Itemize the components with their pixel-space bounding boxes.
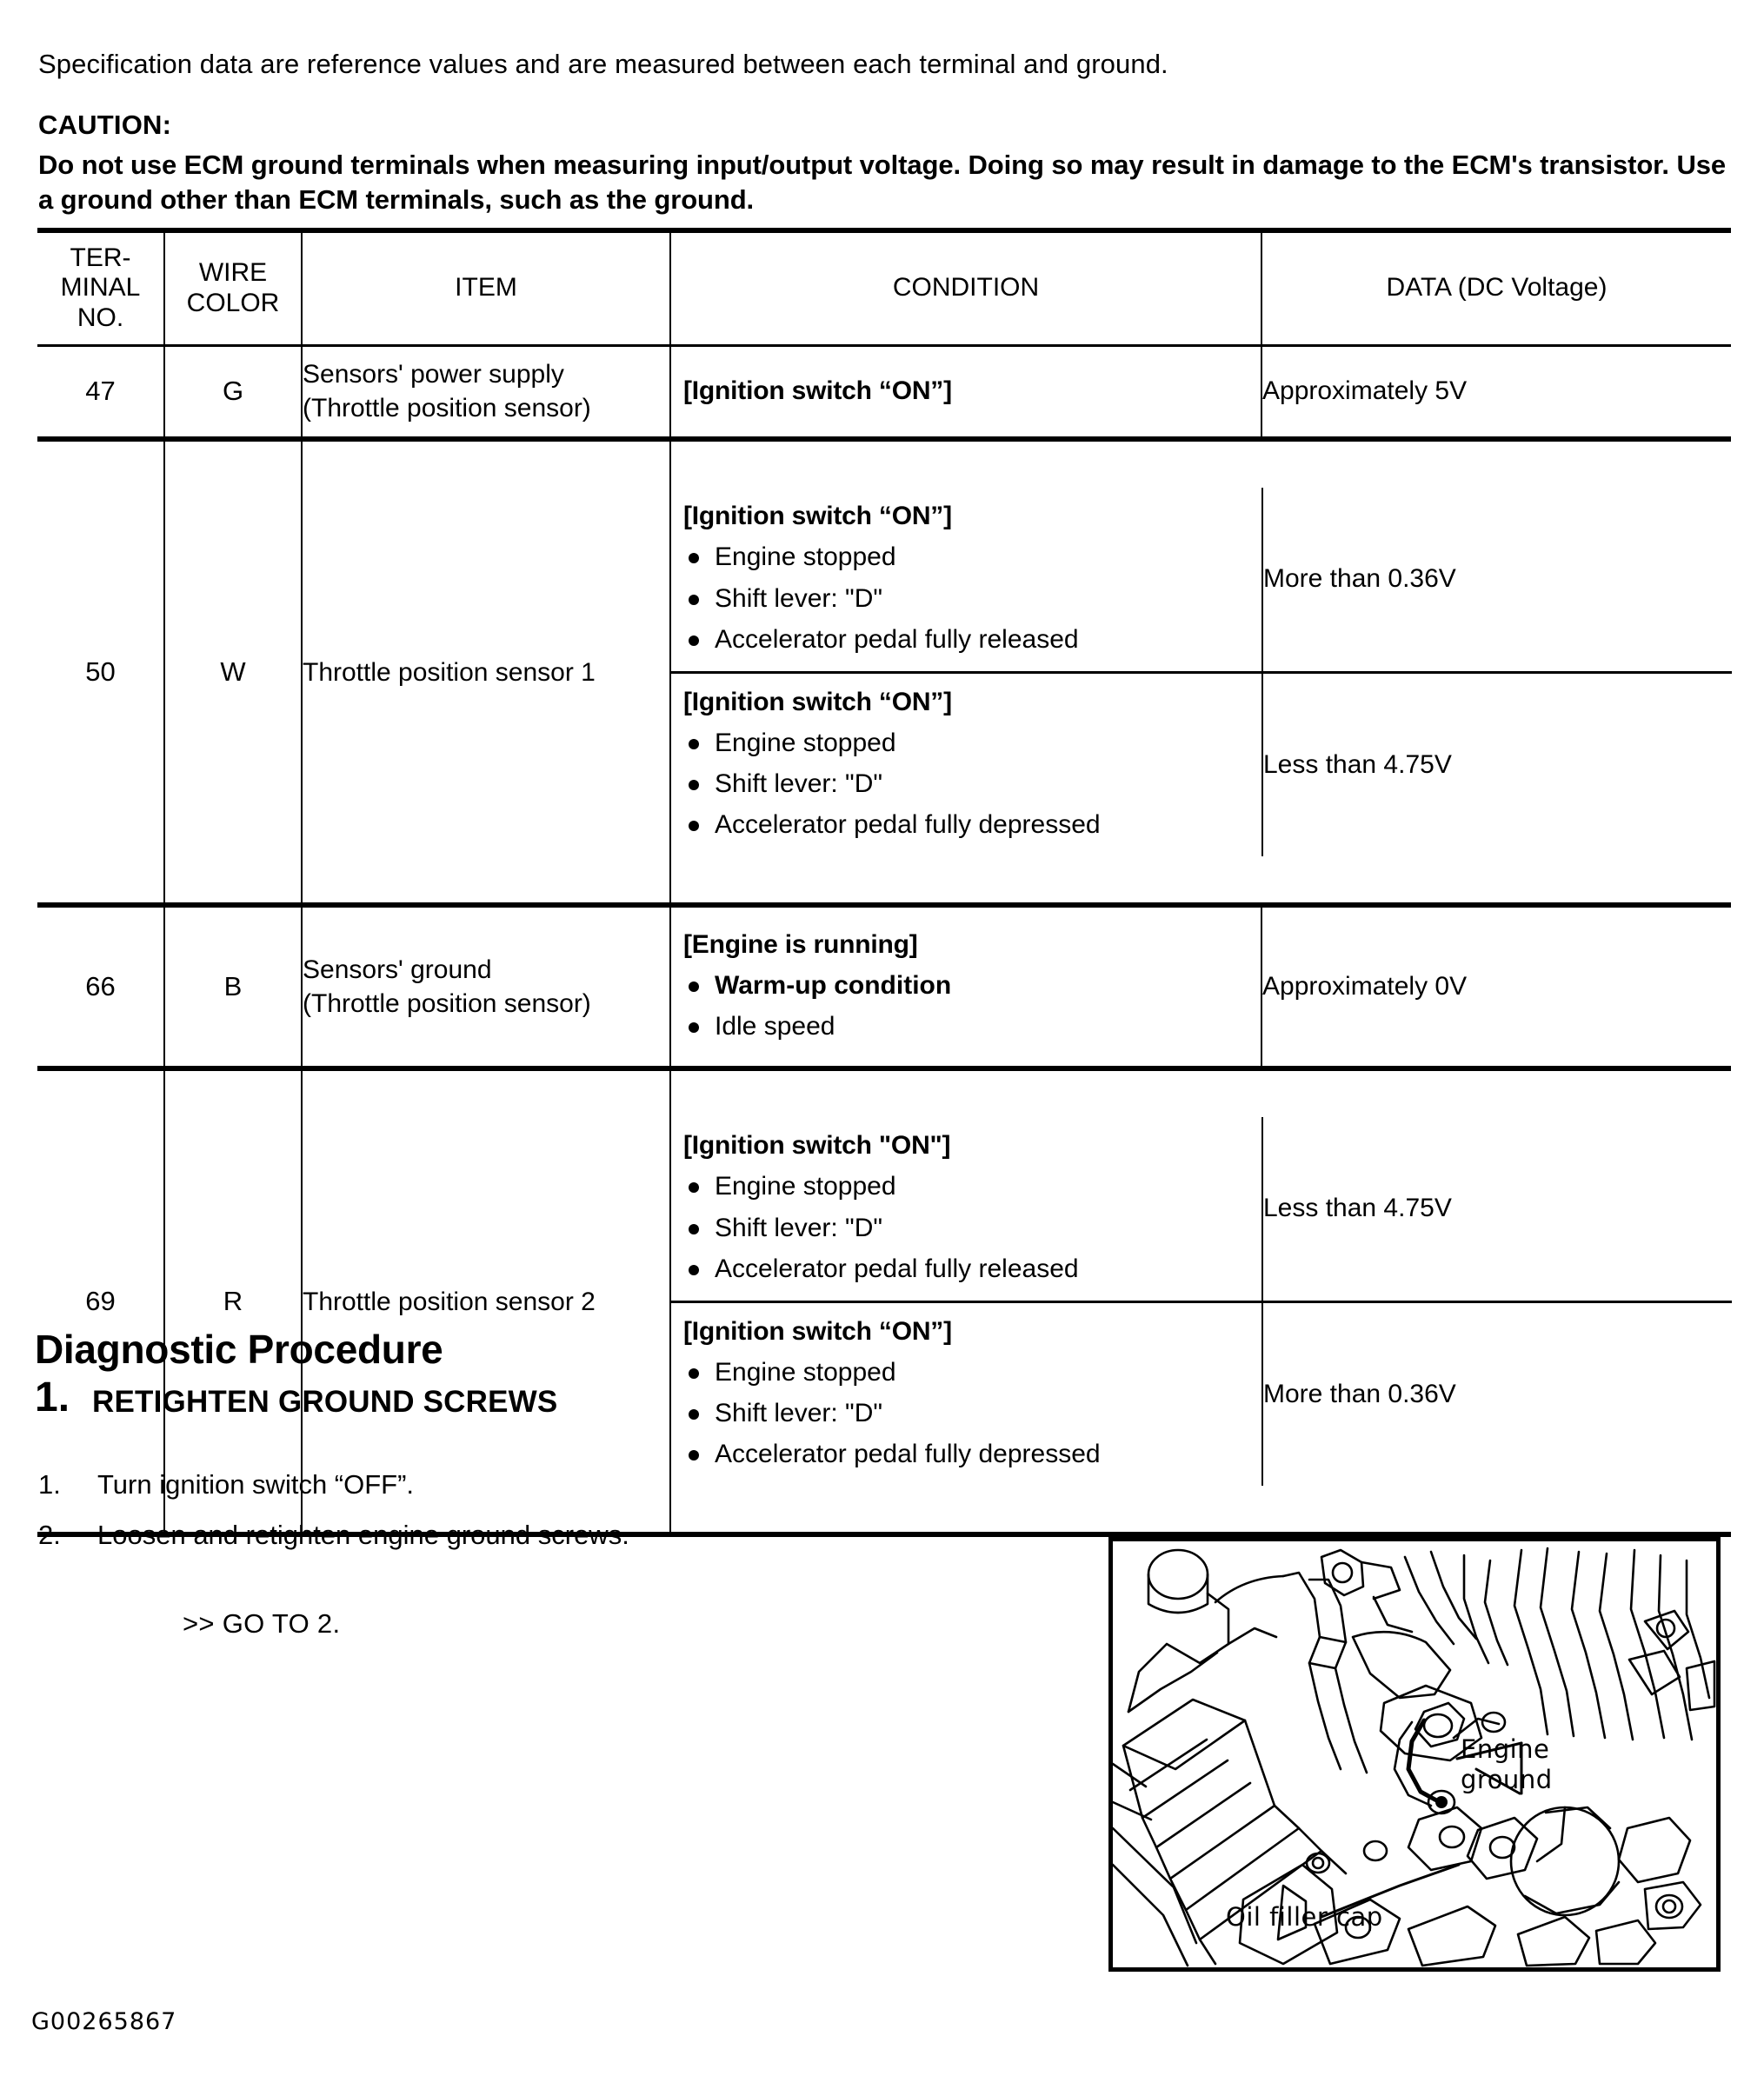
condition-bullet-list [683, 728, 1253, 841]
condition-bullet: Shift lever: "D" [683, 1213, 1253, 1243]
condition-group [671, 916, 1261, 1058]
caution-label: CAUTION: [38, 110, 172, 140]
condition-bullet: Idle speed [683, 1011, 1252, 1041]
condition-heading: [Ignition switch “ON”] [683, 376, 952, 406]
condition-heading: [Ignition switch "ON"] [683, 1131, 951, 1161]
table-row [37, 1068, 1731, 1534]
cell-item-line1: Throttle position sensor 1 [303, 657, 596, 687]
cell-data-value: More than 0.36V [1263, 564, 1456, 594]
header-wire-l2: COLOR [186, 288, 280, 317]
cell-condition [671, 1301, 1262, 1486]
engine-ground-label-l1: Engine [1461, 1734, 1550, 1764]
condition-heading: [Ignition switch “ON”] [683, 502, 952, 531]
condition-subrow [671, 672, 1732, 856]
table-row [37, 905, 1731, 1068]
condition-bullet: Accelerator pedal fully released [683, 624, 1253, 655]
condition-subrow [671, 1301, 1732, 1486]
condition-bullet: Accelerator pedal fully depressed [683, 1439, 1253, 1469]
engine-ground-illustration [1108, 1537, 1721, 1972]
condition-bullet: Engine stopped [683, 542, 1253, 572]
condition-subrow [671, 1117, 1732, 1301]
cell-data-value: More than 0.36V [1262, 1301, 1732, 1486]
cell-data-value: Approximately 5V [1261, 345, 1731, 439]
cell-terminal-no: 69 [37, 1068, 164, 1534]
cell-wire-color: B [164, 905, 302, 1068]
goto-instruction: >> GO TO 2. [183, 1608, 341, 1639]
condition-bullet-list [683, 970, 1252, 1042]
cell-condition [670, 905, 1261, 1068]
cell-item-line1: Sensors' ground [303, 955, 492, 984]
cell-data-value: Less than 4.75V [1263, 1194, 1452, 1223]
engine-bay-line-art [1113, 1541, 1716, 1967]
cell-wire-color: R [164, 1068, 302, 1534]
header-terminal-l1: TER- [70, 243, 131, 272]
condition-bullet-list [683, 1171, 1253, 1284]
header-terminal-l2: MINAL [60, 273, 141, 303]
header-terminal-no [37, 230, 164, 345]
diagnostic-step-number: 1. [35, 1374, 70, 1421]
condition-bullet: Shift lever: "D" [683, 583, 1253, 614]
header-wire-l1: WIRE [198, 257, 268, 287]
cell-condition [671, 672, 1262, 856]
header-terminal-l3: NO. [77, 303, 124, 333]
list-item [38, 1520, 1038, 1551]
condition-subtable [671, 1117, 1732, 1485]
step-number: 2. [38, 1520, 61, 1550]
cell-item [302, 1068, 670, 1534]
header-item: ITEM [302, 230, 670, 345]
cell-item-line2: (Throttle position sensor) [303, 989, 591, 1018]
table-header-row [37, 230, 1731, 345]
condition-bullet-list [683, 542, 1253, 655]
cell-data-value: Less than 4.75V [1262, 672, 1732, 856]
condition-subrow [671, 488, 1732, 672]
cell-wire-color: W [164, 439, 302, 905]
engine-ground-label [1461, 1734, 1553, 1796]
condition-bullet: Engine stopped [683, 1357, 1253, 1387]
condition-bullet-list [683, 1357, 1253, 1470]
condition-bullet: Accelerator pedal fully depressed [683, 809, 1253, 840]
cell-terminal-no: 66 [37, 905, 164, 1068]
diagnostic-steps-list [38, 1469, 1038, 1570]
condition-heading: [Engine is running] [683, 929, 918, 959]
condition-group [671, 488, 1261, 670]
cell-condition [671, 1117, 1262, 1301]
condition-bullet: Shift lever: "D" [683, 769, 1253, 799]
condition-group [671, 1117, 1261, 1300]
intro-note: Specification data are reference values and are measured between each terminal and ground. [38, 49, 1168, 79]
step-text: Turn ignition switch “OFF”. [97, 1469, 415, 1500]
cell-terminal-no: 47 [37, 345, 164, 439]
cell-item [302, 905, 670, 1068]
diagnostic-procedure-title: Diagnostic Procedure [35, 1327, 443, 1372]
condition-bullet: Engine stopped [683, 728, 1253, 758]
cell-data-value: Approximately 0V [1261, 905, 1731, 1068]
engine-ground-label-l2: ground [1461, 1765, 1553, 1795]
page-code: G00265867 [31, 2008, 177, 2035]
cell-item-line1: Sensors' power supply [303, 360, 564, 389]
header-wire-color [164, 230, 302, 345]
caution-body: Do not use ECM ground terminals when measuring input/output voltage. Doing so may result in damage to the ECM's transistor. Use a ground other than ECM terminals, such as the ground. [38, 150, 1727, 215]
header-data: DATA (DC Voltage) [1261, 230, 1731, 345]
cell-item-line2: (Throttle position sensor) [303, 394, 591, 423]
oil-filler-cap-label: Oil filler cap [1226, 1902, 1383, 1932]
list-item [38, 1469, 1038, 1500]
condition-group [671, 674, 1261, 856]
condition-bullet: Shift lever: "D" [683, 1398, 1253, 1428]
step-text: Loosen and retighten engine ground screws. [97, 1520, 629, 1550]
cell-item [302, 345, 670, 439]
step-number: 1. [38, 1469, 61, 1500]
header-condition: CONDITION [670, 230, 1261, 345]
cell-condition [671, 488, 1262, 672]
cell-terminal-no: 50 [37, 439, 164, 905]
cell-item-line1: Throttle position sensor 2 [303, 1287, 596, 1316]
condition-bullet: Warm-up condition [683, 970, 1252, 1001]
condition-group [671, 1303, 1261, 1486]
cell-item [302, 439, 670, 905]
diagnostic-step-title: RETIGHTEN GROUND SCREWS [92, 1385, 558, 1419]
cell-wire-color: G [164, 345, 302, 439]
condition-heading: [Ignition switch “ON”] [683, 1316, 952, 1346]
condition-bullet: Engine stopped [683, 1171, 1253, 1201]
condition-subtable [671, 488, 1732, 855]
table-row [37, 439, 1731, 905]
condition-group [671, 376, 1261, 406]
cell-condition [670, 345, 1261, 439]
cell-condition-data-group [670, 439, 1731, 905]
condition-bullet: Accelerator pedal fully released [683, 1254, 1253, 1284]
table-row [37, 345, 1731, 439]
condition-heading: [Ignition switch “ON”] [683, 687, 952, 716]
cell-condition-data-group [670, 1068, 1731, 1534]
